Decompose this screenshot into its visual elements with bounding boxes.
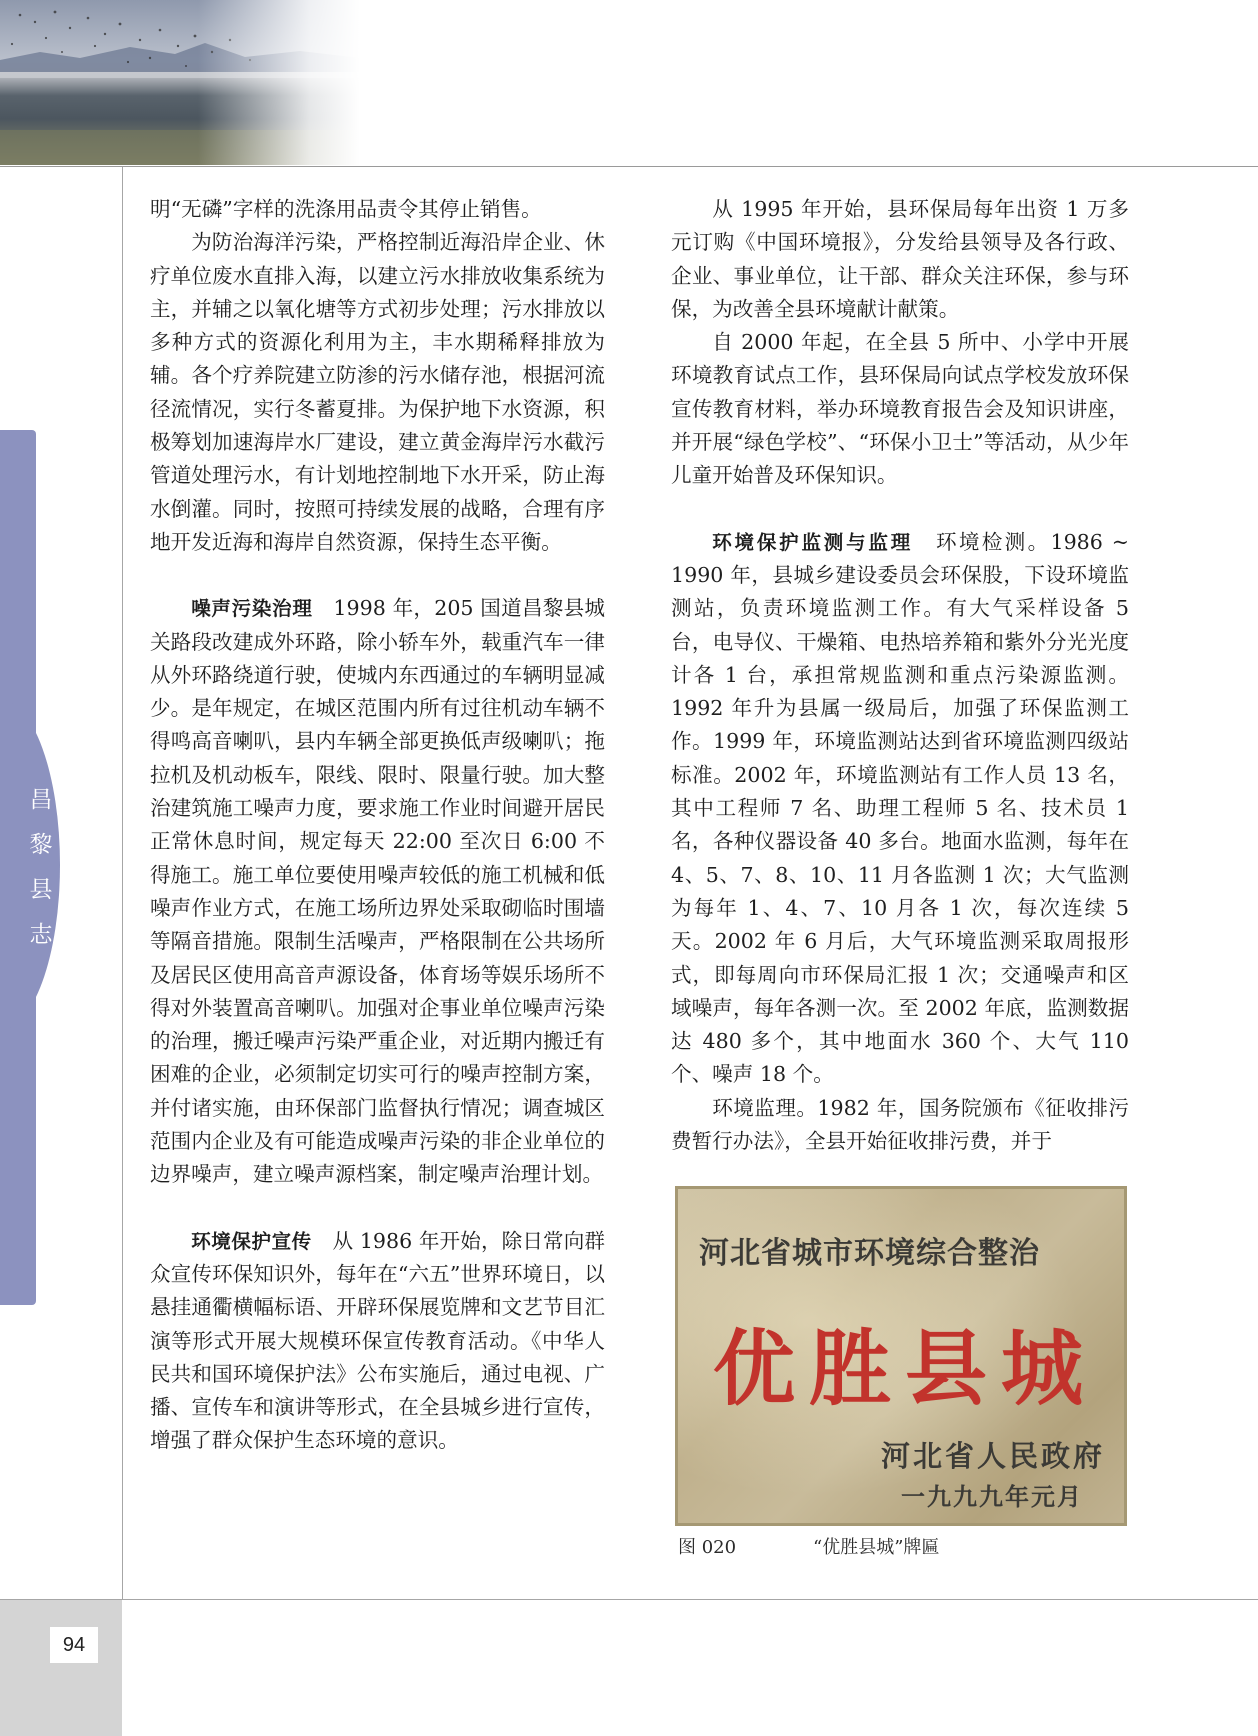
plaque-date: 一九九九年元月 [901,1482,1083,1511]
caption-title: “优胜县城”牌匾 [813,1537,940,1558]
header-photo [0,0,360,165]
side-book-title [20,778,62,958]
side-title-char: 昌 [29,787,53,813]
section-heading: 噪声污染治理 [191,597,313,621]
paragraph: 自 2000 年起，在全县 5 所中、小学中开展环境教育试点工作，县环保局向试点学校发放环保宣传教育材料，举办环境教育报告会及知识讲座，并开展“绿色学校”、“环保小卫士”等活动，从少年儿童开始普及环保知识。 [671,330,1129,488]
paragraph: 环境监理。1982 年，国务院颁布《征收排污费暂行办法》，全县开始征收排污费，并于 [671,1095,1129,1154]
footer-divider [0,1599,1258,1600]
side-title-char: 志 [29,922,53,948]
left-text-column [150,193,605,1458]
section-heading: 环境保护宣传 [191,1229,312,1253]
side-title-char: 县 [29,877,53,903]
section-text: 1998 年，205 国道昌黎县城关路段改建成外环路，除小轿车外，载重汽车一律从外环路绕道行驶，使城内东西通过的车辆明显减少。是年规定，在城区范围内所有过往机动车辆不得鸣高音喇叭，县内车辆全部更换低声级喇叭；拖拉机及机动板车，限线、限时、限量行驶。加大整治建筑施工噪声力度，要求施工作业时间避开居民正常休息时间，规定每天 22:00 至次日 6:00 不得施工。施工单位要使用噪声较低的施工机械和低噪声作业方式，在施工场所边界处采取砌临时围墙等隔音措施。限制生活噪声，严格限制在公共场所及居民区使用高音声源设备，体育场等娱乐场所不得对外装置高音喇叭。加强对企事业单位噪声污染的治理，搬迁噪声污染严重企业，对近期内搬迁有困难的企业，必须制定切实可行的噪声控制方案，并付诸实施，由环保部门监督执行情况；调查城区范围内企业及有可能造成噪声污染的非企业单位的边界噪声，建立噪声源档案，制定噪声治理计划。 [150,596,605,1187]
paragraph: 为防治海洋污染，严格控制近海沿岸企业、休疗单位废水直排入海，以建立污水排放收集系统为主，并辅之以氧化塘等方式初步处理；污水排放以多种方式的资源化利用为主，丰水期稀释排放为辅。各个疗养院建立防渗的污水储存池，根据河流径流情况，实行冬蓄夏排。为保护地下水资源，积极筹划加速海岸水厂建设，建立黄金海岸污水截污管道处理污水，有计划地控制地下水开采，防止海水倒灌。同时，按照可持续发展的战略，合理有序地开发近海和海岸自然资源，保持生态平衡。 [150,230,605,554]
plaque-main-text: 优胜县城 [713,1321,1098,1417]
header-divider [0,166,1258,167]
plaque-title: 河北省城市环境综合整治 [699,1236,1040,1271]
side-title-char: 黎 [29,832,53,858]
section-text: 从 1986 年开始，除日常向群众宣传环保知识外，每年在“六五”世界环境日，以悬挂通衢横幅标语、开辟环保展览牌和文艺节目汇演等形式开展大规模环保宣传教育活动。《中华人民共和国环境保护法》公布实施后，通过电视、广播、宣传车和演讲等形式，在全县城乡进行宣传，增强了群众保护生态环境的意识。 [150,1228,605,1453]
header-background [360,0,1258,166]
footer-band [0,1600,122,1736]
section-promo [150,1225,605,1458]
page-number: 94 [50,1627,98,1663]
paragraph: 明“无磷”字样的洗涤用品责令其停止销售。 [150,197,542,221]
plaque-issuer: 河北省人民政府 [880,1439,1105,1473]
section-text: 环境检测。1986 ~ 1990 年，县城乡建设委员会环保股，下设环境监测站，负责环境监测工作。有大气采样设备 5 台，电导仪、干燥箱、电热培养箱和紫外分光光度计各 1 台，承担常规监测和重点污染源监测。1992 年升为县属一级局后，加强了环保监测工作。1999 年，环境监测站达到省环境监测四级站标准。2002 年，环境监测站有工作人员 13 名，其中工程师 7 名、助理工程师 5 名、技术员 1 名，各种仪器设备 40 多台。地面水监测，每年在 4、5、7、8、10、11 月各监测 1 次；大气监测为每年 1、4、7、10 月各 1 次，每次连续 5 天。2002 年 6 月后，大气环境监测采取周报形式，即每周向市环保局汇报 1 次；交通噪声和区域噪声，每年各测一次。至 2002 年底，监测数据达 480 多个，其中地面水 360 个、大气 110 个、噪声 18 个。 [671,529,1129,1087]
caption-number: 图 020 [678,1537,737,1558]
plaque-photo [675,1186,1127,1526]
section-noise [150,592,605,1191]
right-text-column [671,193,1129,1158]
paragraph: 从 1995 年开始，县环保局每年出资 1 万多元订购《中国环境报》，分发给县领导及各行政、企业、事业单位，让干部、群众关注环保，参与环保，为改善全县环境献计献策。 [671,197,1129,321]
section-monitoring [671,526,1129,1092]
figure-caption [678,1533,940,1559]
margin-divider [122,167,123,1599]
section-heading: 环境保护监测与监理 [712,530,914,554]
